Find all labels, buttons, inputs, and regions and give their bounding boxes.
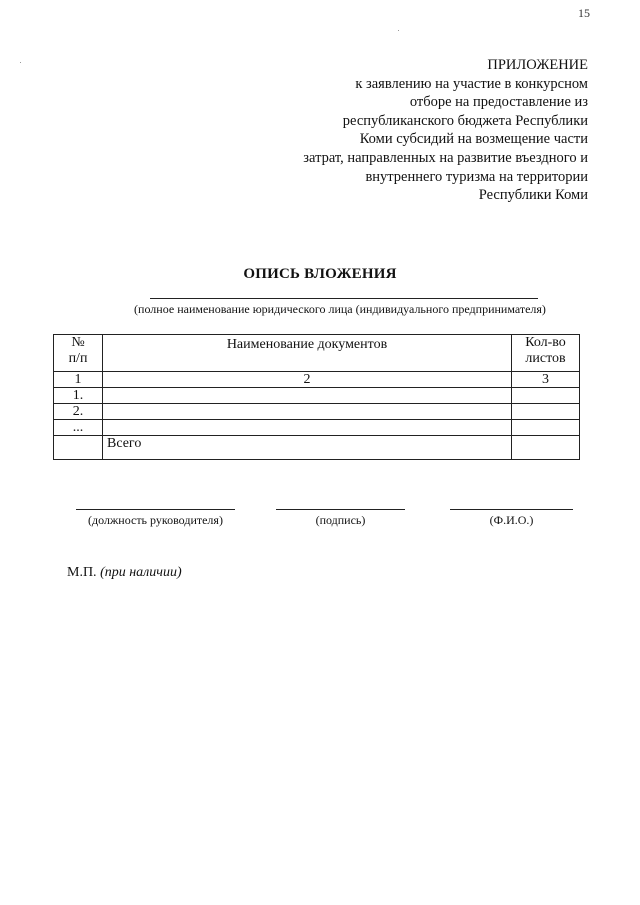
table-row bbox=[54, 420, 580, 436]
scan-speck bbox=[398, 30, 399, 31]
signature-block bbox=[276, 509, 405, 528]
entity-name-line bbox=[150, 298, 538, 299]
page-number: 15 bbox=[578, 6, 590, 20]
signature-caption: (подпись) bbox=[315, 513, 366, 527]
appendix-line: Коми субсидий на возмещение части bbox=[359, 131, 588, 148]
header-document-name: Наименование документов bbox=[103, 335, 512, 372]
row-document-name[interactable] bbox=[103, 388, 512, 404]
header-number-line1: № bbox=[71, 335, 85, 350]
column-number-row bbox=[54, 372, 580, 388]
appendix-line: ПРИЛОЖЕНИЕ bbox=[487, 57, 588, 73]
header-qty-line1: Кол-во bbox=[525, 335, 566, 350]
appendix-line: республиканского бюджета Республики bbox=[342, 112, 588, 129]
row-document-name[interactable] bbox=[103, 404, 512, 420]
appendix-line: Республики Коми bbox=[478, 187, 588, 204]
position-caption: (должность руководителя) bbox=[88, 513, 223, 527]
header-number-line2: п/п bbox=[68, 351, 88, 366]
stamp-place bbox=[67, 565, 182, 581]
full-name-block bbox=[450, 509, 573, 528]
inventory-table bbox=[53, 334, 580, 460]
header-number bbox=[54, 335, 103, 372]
position-signature-block bbox=[76, 509, 235, 528]
row-sheet-count[interactable] bbox=[512, 404, 580, 420]
document-title: ОПИСЬ ВЛОЖЕНИЯ bbox=[243, 266, 397, 282]
stamp-label: М.П. bbox=[67, 565, 97, 580]
appendix-line: к заявлению на участие в конкурсном bbox=[355, 75, 588, 92]
scan-speck bbox=[20, 62, 21, 63]
signature-line[interactable] bbox=[276, 509, 405, 510]
row-number: 1. bbox=[54, 388, 103, 404]
full-name-line[interactable] bbox=[450, 509, 573, 510]
total-number-cell bbox=[54, 436, 103, 460]
table-row bbox=[54, 388, 580, 404]
appendix-line: отборе на предоставление из bbox=[409, 94, 588, 111]
stamp-note: (при наличии) bbox=[100, 565, 182, 580]
total-row bbox=[54, 436, 580, 460]
column-number: 3 bbox=[512, 372, 580, 388]
header-sheet-count bbox=[512, 335, 580, 372]
column-number: 1 bbox=[54, 372, 103, 388]
table-header-row bbox=[54, 335, 580, 372]
row-number: ... bbox=[54, 420, 103, 436]
total-sheet-count[interactable] bbox=[512, 436, 580, 460]
column-number: 2 bbox=[103, 372, 512, 388]
appendix-line: внутреннего туризма на территории bbox=[365, 168, 588, 185]
header-qty-line2: листов bbox=[525, 351, 566, 366]
entity-name-caption: (полное наименование юридического лица (индивидуального предпринимателя) bbox=[134, 302, 546, 316]
full-name-caption: (Ф.И.О.) bbox=[489, 513, 534, 527]
row-number: 2. bbox=[54, 404, 103, 420]
table-row bbox=[54, 404, 580, 420]
position-line[interactable] bbox=[76, 509, 235, 510]
total-label: Всего bbox=[103, 436, 512, 460]
appendix-line: затрат, направленных на развитие въездного и bbox=[303, 149, 588, 166]
row-document-name[interactable] bbox=[103, 420, 512, 436]
row-sheet-count[interactable] bbox=[512, 388, 580, 404]
row-sheet-count[interactable] bbox=[512, 420, 580, 436]
appendix-block bbox=[258, 56, 588, 205]
